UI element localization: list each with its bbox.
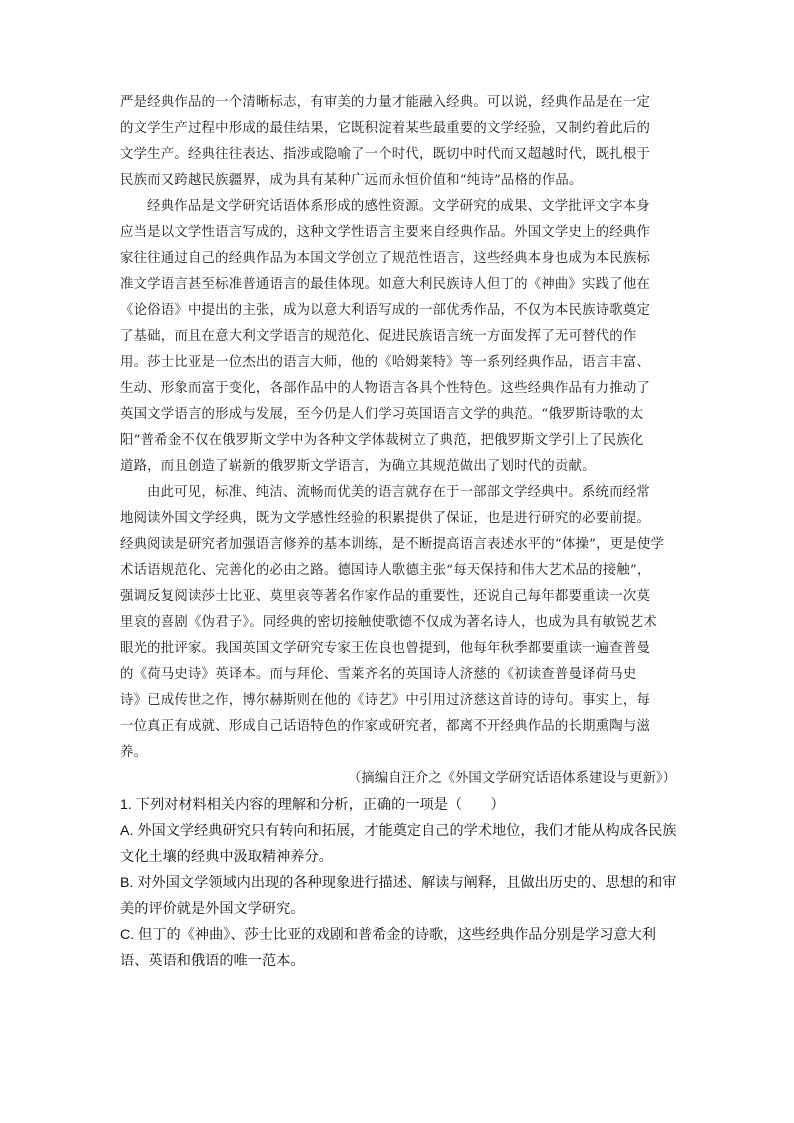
paragraph-line: 诗》已成传世之作，博尔赫斯则在他的《诗艺》中引用过济慈这首诗的诗句。事实上，每 [120,693,651,708]
option-b[interactable] [120,870,676,922]
paragraph-line: 应当是以文学性语言写成的，这种文学性语言主要来自经典作品。外国文学史上的经典作 [120,225,651,240]
paragraph-line: 英国文学语言的形成与发展，至今仍是人们学习英国语言文学的典范。“俄罗斯诗歌的太 [120,407,644,422]
paragraph-line: 的《荷马史诗》英译本。而与拜伦、雪莱齐名的英国诗人济慈的《初读查普曼译荷马史 [120,667,637,682]
paragraph-line: 的文学生产过程中形成的最佳结果，它既积淀着某些最重要的文学经验，又制约着此后的 [120,121,651,136]
paragraph-line: 里哀的喜剧《伪君子》。同经典的密切接触使歌德不仅成为著名诗人，也成为具有敏锐艺术 [120,615,657,630]
paragraph-line: 眼光的批评家。我国英国文学研究专家王佐良也曾提到，他每年秋季都要重读一遍查普曼 [120,641,651,656]
option-c[interactable] [120,922,676,974]
paragraph-line: 生动、形象而富于变化，各部作品中的人物语言各具个性特色。这些经典作品有力推动了 [120,381,651,396]
option-line: 语、英语和俄语的唯一范本。 [120,953,305,969]
option-a[interactable] [120,818,676,870]
paragraph-line: 一位真正有成就、形成自己话语特色的作家或研究者，都离不开经典作品的长期熏陶与滋 [120,719,651,734]
option-line: 文化土壤的经典中汲取精神养分。 [120,849,333,865]
paragraph-line: 用。莎士比亚是一位杰出的语言大师，他的《哈姆莱特》等一系列经典作品，语言丰富、 [120,355,651,370]
question-stem: 1. 下列对材料相关内容的理解和分析，正确的一项是（ ） [120,797,505,813]
paragraph-line: 经典阅读是研究者加强语言修养的基本训练，是不断提高语言表述水平的“体操”，更是使学 [120,537,665,552]
paragraph-line: 《论俗语》中提出的主张，成为以意大利语写成的一部优秀作品，不仅为本民族诗歌奠定 [120,303,651,318]
paragraph-line: 术话语规范化、完善化的必由之路。德国诗人歌德主张“每天保持和伟大艺术品的接触”， [120,563,651,578]
option-line: A. 外国文学经典研究只有转向和拓展，才能奠定自己的学术地位，我们才能从构成各民族 [120,823,676,839]
paragraph-3 [120,480,676,766]
paragraph-line: 阳”普希金不仅在俄罗斯文学中为各种文学体裁树立了典范，把俄罗斯文学引上了民族化 [120,433,644,448]
paragraph-line: 经典作品是文学研究话语体系形成的感性资源。文学研究的成果、文学批评文字本身 [147,199,650,214]
paragraph-line: 养。 [120,745,148,760]
paragraph-line: 文学生产。经典往往表达、指涉或隐喻了一个时代，既切中时代而又超越时代，既扎根于 [120,147,651,162]
paragraph-2 [120,194,676,480]
paragraph-line: 道路，而且创造了崭新的俄罗斯文学语言，为确立其规范做出了划时代的贡献。 [120,459,596,474]
paragraph-1 [120,90,676,194]
paragraph-line: 家往往通过自己的经典作品为本国文学创立了规范性语言，这些经典本身也成为本民族标 [120,251,651,266]
source-citation: （摘编自汪介之《外国文学研究话语体系建设与更新》） [347,771,676,786]
paragraph-line: 由此可见，标准、纯洁、流畅而优美的语言就存在于一部部文学经典中。系统而经常 [147,485,650,500]
paragraph-line: 强调反复阅读莎士比亚、莫里哀等著名作家作品的重要性，还说自己每年都要重读一次莫 [120,589,651,604]
paragraph-line: 地阅读外国文学经典，既为文学感性经验的积累提供了保证，也是进行研究的必要前提。 [120,511,651,526]
paragraph-line: 严是经典作品的一个清晰标志，有审美的力量才能融入经典。可以说，经典作品是在一定 [120,95,651,110]
option-line: B. 对外国文学领域内出现的各种现象进行描述、解读与阐释，且做出历史的、思想的和审 [120,875,676,891]
document-page [120,90,676,974]
paragraph-line: 准文学语言甚至标准普通语言的最佳体现。如意大利民族诗人但丁的《神曲》实践了他在 [120,277,651,292]
option-line: 美的评价就是外国文学研究。 [120,901,305,917]
paragraph-line: 了基础，而且在意大利文学语言的规范化、促进民族语言统一方面发挥了无可替代的作 [120,329,637,344]
option-line: C. 但丁的《神曲》、莎士比亚的戏剧和普希金的诗歌，这些经典作品分别是学习意大利 [120,927,656,943]
paragraph-line: 民族而又跨越民族疆界，成为具有某种广远而永恒价值和“纯诗”品格的作品。 [120,173,583,188]
